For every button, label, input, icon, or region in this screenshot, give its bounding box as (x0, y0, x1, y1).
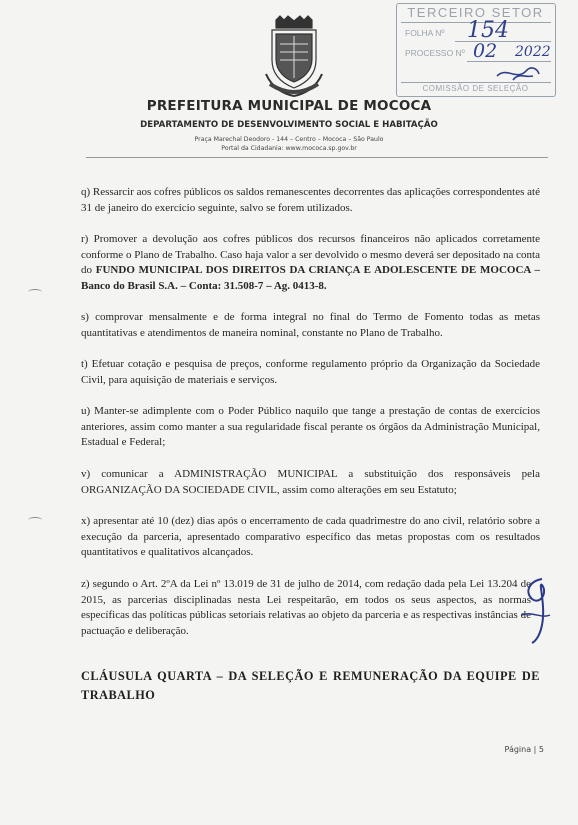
page-number: Página | 5 (504, 745, 544, 754)
stamp-folha-label: FOLHA Nº (405, 28, 445, 38)
item-v: v) comunicar a ADMINISTRAÇÃO MUNICIPAL a substituição dos responsáveis pela ORGANIZAÇÃO DA SOCIEDADE CIVIL, assim como alterações em seu Estatuto; (81, 468, 540, 496)
item-t: t) Efetuar cotação e pesquisa de preços, conforme regulamento próprio da Organização da Sociedade Civil, para aquisição de materiais e serviços. (81, 358, 540, 386)
municipal-crest-icon (262, 14, 326, 100)
stamp-divider (401, 82, 551, 83)
header-address: Praça Marechal Deodoro - 144 – Centro – Mococa – São Paulo (194, 136, 384, 143)
item-x: x) apresentar até 10 (dez) dias após o encerramento de cada quadrimestre do ano civil, relatório sobre a execução da parceria, apresentado comparativo específico das metas propostas com os resultados quantitativos e qualitativos alcançados. (81, 515, 540, 558)
terceiro-setor-stamp (396, 3, 556, 97)
header-divider (86, 157, 548, 158)
stamp-title: TERCEIRO SETOR (407, 5, 544, 20)
stamp-divider (455, 41, 551, 42)
stamp-processo-value: 02 (473, 40, 498, 62)
header-portal: Portal da Cidadania: www.mococa.sp.gov.br (221, 145, 357, 152)
stamp-footer: COMISSÃO DE SELEÇÃO (422, 84, 529, 93)
stamp-processo-label: PROCESSO Nº (405, 48, 465, 58)
punch-hole-mark (28, 289, 42, 295)
item-r-account: FUNDO MUNICIPAL DOS DIREITOS DA CRIANÇA E ADOLESCENTE DE MOCOCA – Banco do Brasil S.A. – Conta: 31.508-7 – Ag. 0413-8. (81, 264, 541, 292)
item-q: q) Ressarcir aos cofres públicos os saldos remanescentes decorrentes das aplicações correspondentes até 31 de janeiro do exercício seguinte, salvo se forem utilizados. (81, 186, 540, 214)
stamp-processo-year: 2022 (515, 44, 551, 60)
header-department: DEPARTAMENTO DE DESENVOLVIMENTO SOCIAL E HABITAÇÃO (140, 120, 438, 130)
clause-heading: CLÁUSULA QUARTA – DA SELEÇÃO E REMUNERAÇÃO DA EQUIPE DE TRABALHO (81, 669, 540, 702)
handwritten-initials-icon (512, 575, 558, 647)
item-u: u) Manter-se adimplente com o Poder Público naquilo que tange a prestação de contas de exercícios anteriores, assim como manter a sua regularidade fiscal perante os órgãos da Administração Municipal, Estadual e Federal; (81, 405, 540, 448)
item-r (81, 232, 540, 294)
item-r-text: r) Promover a devolução aos cofres públicos dos recursos financeiros não aplicados corretamente conforme o Plano de Trabalho. Caso haja valor a ser devolvido o mesmo deverá ser depositado na conta do (81, 233, 540, 276)
punch-hole-mark (28, 517, 42, 523)
item-s: s) comprovar mensalmente e de forma integral no final do Termo de Fomento todas as metas quantitativas e atendimentos de maneira nominal, constante no Plano de Trabalho. (81, 311, 540, 339)
stamp-folha-value: 154 (467, 18, 509, 43)
item-z: z) segundo o Art. 2ºA da Lei nº 13.019 de 31 de julho de 2014, com redação dada pela Lei 13.204 de 2015, as parcerias disciplinadas nesta Lei respeitarão, em todos os seus aspectos, as normas específicas das políticas públicas setoriais relativas ao objeto da parceria e as respectivas instâncias de pactuação e deliberação. (81, 578, 531, 637)
header-title: PREFEITURA MUNICIPAL DE MOCOCA (146, 98, 432, 114)
